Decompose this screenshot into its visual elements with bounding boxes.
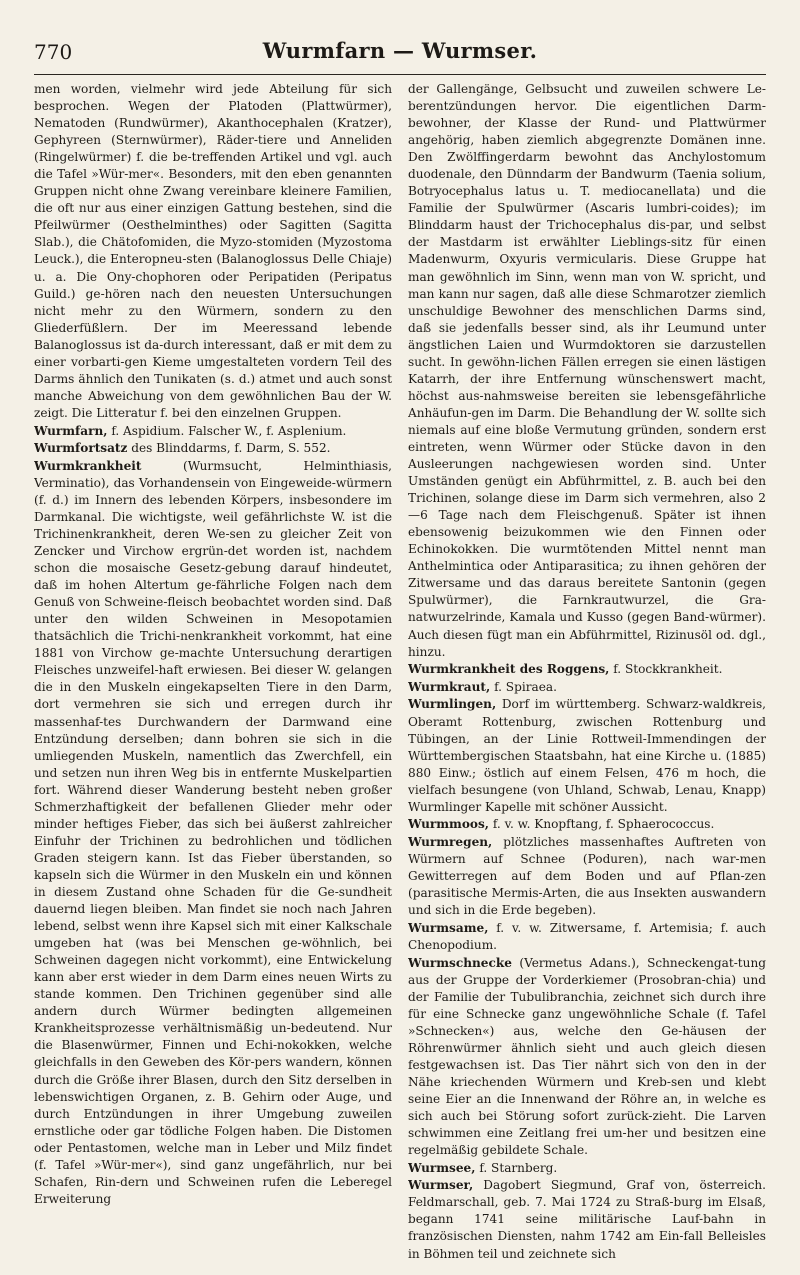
entry-text: f. v. w. Zitwersame, f. Artemisia; f. auch Chenopodium. — [408, 920, 766, 952]
left-column — [34, 81, 392, 1266]
entry-headword: Wurmkrankheit — [34, 458, 142, 473]
entry-text: f. Spiraea. — [490, 679, 557, 694]
page-header — [34, 30, 766, 66]
entry — [34, 440, 392, 457]
entry-headword: Wurmlingen, — [408, 697, 497, 712]
entry-text: f. v. w. Knopftang, f. Sphaerococcus. — [489, 817, 715, 832]
entry-text: des Blinddarms, f. Darm, S. 552. — [127, 441, 331, 456]
header-rule — [34, 74, 766, 75]
entry-text: der Gallengänge, Gelbsucht und zuweilen schwere Le-berentzündungen hervor. Die eigentlichen Darm-bewohner, der Klasse der Rund- und Plattwürmer angehörig, haben ziemlich abgegrenzte Domänen inne. Den Zwölffingerdarm bewohnt das Anchylostomum duodenale, den Dünndarm der Bandwurm (Taenia solium, Botryocephalus latus u. T. mediocanellata) und die Familie der Spulwürmer (Ascaris lumbri-coides); im Blinddarm haust der Trichocephalus dis-par, und selbst der Mastdarm ist erwählter Lieblings-sitz für einen Madenwurm, Oxyuris vermicularis. Diese Gruppe hat man gewöhnlich im Sinn, wenn man von W. spricht, und man kann nur sagen, daß alle diese Schmarotzer ziemlich unschuldige Bewohner des menschlichen Darms sind, daß sie jedenfalls besser sind, als ihr Leumund unter ängstlichen Laien und Wurmdoktoren sie darzustellen sucht. In gewöhn-lichen Fällen erregen sie einen lästigen Katarrh, der ihre Entfernung wünschenswert macht, höchst aus-nahmsweise bereiten sie lebensgefährliche Anhäufun-gen im Darm. Die Behandlung der W. sollte sich niemals auf eine bloße Vermutung gründen, sondern erst eintreten, wenn Würmer oder Stücke davon in den Ausleerungen nachgewiesen worden sind. Unter Umständen genügt ein Abführmittel, z. B. auch bei den Trichinen, solange diese im Darm sich vermehren, also 2—6 Tage nach dem Fleischgenuß. Später ist ihnen ebensowenig beizukommen wie den Finnen oder Echinokokken. Die wurmtötenden Mittel nennt man Anthelmintica oder Antiparasitica; zu ihnen gehören der Zitwersame und das daraus bereitete Santonin (gegen Spulwürmer), die Farnkrautwurzel, die Gra-natwurzelrinde, Kamala und Kusso (gegen Band-würmer). Auch diesen fügt man ein Abführmittel, Rizinusöl od. dgl., hinzu. — [408, 82, 766, 659]
entry — [408, 1177, 766, 1262]
entry-headword: Wurmmoos, — [408, 817, 490, 832]
entry — [408, 661, 766, 678]
entry — [34, 81, 392, 422]
entry-text: f. Aspidium. Falscher W., f. Asplenium. — [107, 423, 347, 438]
entry-headword: Wurmschnecke — [408, 955, 512, 970]
entry-headword: Wurmkrankheit des Roggens, — [408, 662, 610, 677]
entry-headword: Wurmfortsatz — [34, 441, 128, 456]
page-number: 770 — [34, 40, 73, 64]
entry-text: men worden, vielmehr wird jede Abteilung für sich besprochen. Wegen der Platoden (Plattwürmer), Nematoden (Rundwürmer), Akanthocephalen (Kratzer), Gephyreen (Sternwürmer), Räder-tiere und Anneliden (Ringelwürmer) f. die be-treffenden Artikel und vgl. auch die Tafel »Wür-mer«. Besonders, mit den eben genannten Gruppen nicht ohne Zwang vereinbare kleinere Familien, die oft nur aus einer einzigen Gattung bestehen, sind die Pfeilwürmer (Oesthelminthes) oder Sagitten (Sagitta Slab.), die Chätofomiden, die Myzo-stomiden (Myzostoma Leuck.), die Enteropneu-sten (Balanoglossus Delle Chiaje) u. a. Die Ony-chophoren oder Peripatiden (Peripatus Guild.) ge-hören nach den neuesten Untersuchungen nicht mehr zu den Würmern, sondern zu den Gliederfüßlern. Der im Meeressand lebende Balanoglossus ist da-durch interessant, daß er mit dem zu einer vorbarti-gen Kieme umgestalteten vordern Teil des Darms ähnlich den Tunikaten (s. d.) atmet und auch sonst manche Abweichung von dem gewöhnlichen Bau der W. zeigt. Die Litteratur f. bei den einzelnen Gruppen. — [34, 82, 392, 420]
entry-text: Dagobert Siegmund, Graf von, österreich. Feldmarschall, geb. 7. Mai 1724 zu Straß-burg im Elsaß, begann 1741 seine militärische Lauf-bahn in französischen Diensten, nahm 1742 am Ein-fall Belleisles in Böhmen teil und zeichnete sich — [408, 1178, 766, 1261]
entry — [34, 458, 392, 1208]
entry — [408, 696, 766, 815]
entry — [408, 1160, 766, 1177]
entry — [408, 81, 766, 661]
entry-headword: Wurmser, — [408, 1178, 474, 1193]
entry — [408, 679, 766, 696]
entry-headword: Wurmregen, — [408, 835, 493, 850]
entry-headword: Wurmsee, — [408, 1160, 476, 1175]
entry-text: f. Stockkrankheit. — [609, 662, 723, 677]
entry-headword: Wurmfarn, — [34, 423, 108, 438]
entry-headword: Wurmsame, — [408, 920, 489, 935]
running-head: Wurmfarn — Wurmser. — [262, 38, 538, 63]
entry — [408, 816, 766, 833]
entry-text: (Wurmsucht, Helminthiasis, Verminatio), das Vorhandensein von Eingeweide-würmern (f. d.) im Innern des lebenden Körpers, insbesondere im Darmkanal. Die wichtigste, weil gefährlichste W. ist die Trichinenkrankheit, deren We-sen zu gleicher Zeit von Zencker und Virchow ergrün-det worden ist, nachdem schon die mosaische Gesetz-gebung darauf hindeutet, daß im hohen Altertum ge-fährliche Folgen nach dem Genuß von Schweine-fleisch beobachtet worden sind. Daß unter den wilden Schweinen in Mesopotamien thatsächlich die Trichi-nenkrankheit vorkommt, hat eine 1881 von Virchow ge-machte Untersuchung derartigen Fleisches unzweifel-haft erwiesen. Bei dieser W. gelangen die in den Muskeln eingekapselten Tiere in den Darm, dort vermehren sie sich und erregen durch ihr massenhaf-tes Durchwandern der Darmwand eine Entzündung derselben; dann bohren sie sich in die umliegenden Muskeln, namentlich das Zwerchfell, ein und setzen nun ihren Weg bis in entfernte Muskelpartien fort. Während dieser Wanderung besteht neben großer Schmerzhaftigkeit der befallenen Glieder mehr oder minder heftiges Fieber, das sich bei äußerst zahlreicher Einfuhr der Trichinen zu bedrohlichen und tödlichen Graden steigern kann. Ist das Fieber überstanden, so kapseln sich die Würmer in den Muskeln ein und können in diesem Zustand ohne Schaden für die Ge-sundheit dauernd liegen bleiben. Man findet sie noch nach Jahren lebend, selbst wenn ihre Kapsel sich mit einer Kalkschale umgeben hat (was bei Menschen ge-wöhnlich, bei Schweinen dagegen nicht vorkommt), eine Entwickelung kann aber erst wieder in dem Darm eines neuen Wirts zu stande kommen. Den Trichinen gegenüber sind alle andern durch Würmer bedingten allgemeinen Krankheitsprozesse verhältnismäßig un-bedeutend. Nur die Blasenwürmer, Finnen und Echi-nokokken, welche gleichfalls in den Geweben des Kör-pers wandern, können durch die Größe ihrer Blasen, durch den Sitz derselben in lebenswichtigen Organen, z. B. Gehirn oder Auge, und durch Entzündungen in ihrer Umgebung zuweilen ernstliche oder gar tödliche Folgen haben. Die Distomen oder Pentastomen, welche man in Leber und Milz findet (f. Tafel »Wür-mer«), sind ganz ungefährlich, nur bei Schafen, Rin-dern und Schweinen rufen die Leberegel Erweiterung — [34, 458, 392, 1206]
entry-text: f. Starnberg. — [475, 1160, 558, 1175]
entry-text: Dorf im württemberg. Schwarz-waldkreis, Oberamt Rottenburg, zwischen Rottenburg und Tübingen, an der Linie Rottweil-Immendingen der Württembergischen Staatsbahn, hat eine Kirche u. (1885) 880 Einw.; östlich auf einem Felsen, 476 m hoch, die vielfach besungene (von Uhland, Schwab, Lenau, Knapp) Wurmlinger Kapelle mit schöner Aussicht. — [408, 697, 766, 814]
entry-text: (Vermetus Adans.), Schneckengat-tung aus der Gruppe der Vorderkiemer (Prosobran-chia) und der Familie der Tubulibranchia, zeichnet sich durch ihre für eine Schnecke ganz ungewöhnliche Schale (f. Tafel »Schnecken«) aus, welche den Ge-häusen der Röhrenwürmer ähnlich sieht und auch gleich diesen festgewachsen ist. Das Tier nährt sich von den in der Nähe kriechenden Würmern und Kreb-sen und klebt seine Eier an die Innenwand der Röhre an, in welche es sich auch bei Störung sofort zurück-zieht. Die Larven schwimmen eine Zeitlang frei um-her und besitzen eine regelmäßig gebildete Schale. — [408, 955, 766, 1158]
right-column — [408, 81, 766, 1266]
text-columns — [34, 81, 766, 1266]
entry — [408, 920, 766, 954]
entry-text: plötzliches massenhaftes Auftreten von Würmern auf Schnee (Poduren), nach war-men Gewitterregen auf dem Boden und auf Pflan-zen (parasitische Mermis-Arten, die aus Insekten auswandern und sich in die Erde begeben). — [408, 835, 766, 918]
entry — [408, 955, 766, 1160]
entry — [408, 834, 766, 919]
entry-headword: Wurmkraut, — [408, 679, 491, 694]
entry — [34, 423, 392, 440]
